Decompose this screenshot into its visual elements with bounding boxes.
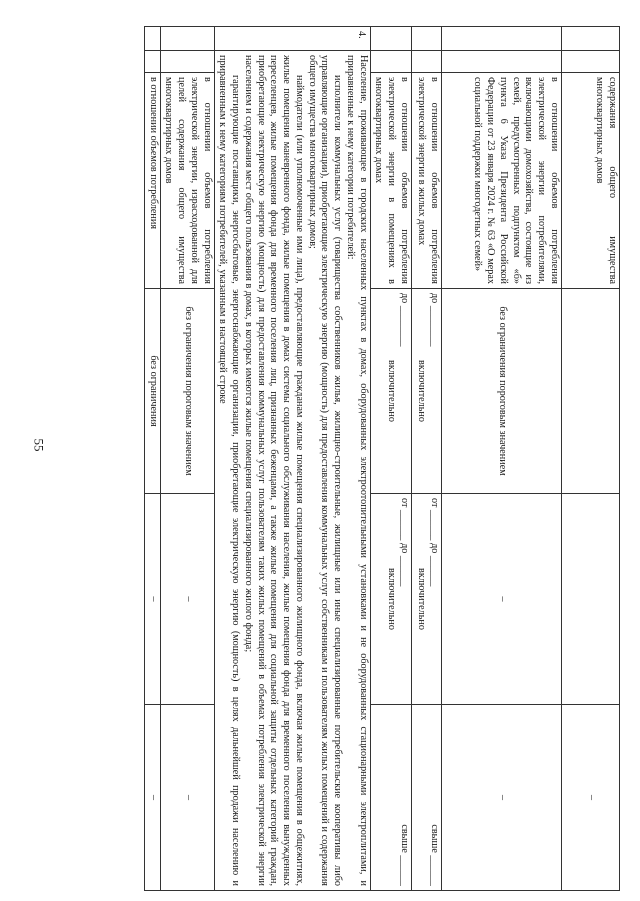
row-number-cell (442, 27, 562, 51)
empty-cell (562, 51, 620, 73)
row-label: в отношении объемов потребления (144, 73, 160, 289)
threshold-3: – (442, 705, 562, 891)
rotated-page (80, 26, 620, 890)
threshold-2: – (144, 494, 160, 705)
threshold-1 (412, 289, 442, 494)
table-row (160, 27, 214, 891)
threshold-2 (562, 494, 620, 705)
range-value: от ______ до ______ (429, 498, 440, 587)
paragraph: наймодатели (или уполномоченные ими лица), предоставляющие гражданам жилые помещения специализированного жилищного фонда, включая жилые помещения в общежитиях, жилые помещения маневренного фонда, жилые помещения в домах системы социального обслуживания населения, жилые помещения фонда для временного поселения вынужденных переселенцев, жилые помещения фонда для временного поселения лиц, признанных беженцами, а также жилые помещения для социальной защиты отдельных категорий граждан, приобретающие электрическую энергию (мощность) для предоставления коммунальных услуг пользователям таких жилых помещений в объемах потребления электрической энергии населением и содержания мест общего пользования в домах, в которых имеются жилые помещения специализированного жилого фонда; (243, 55, 305, 886)
row-label: в отношении объемов потребления электрической энергии в жилых домах (412, 73, 442, 289)
range-value: до ________ (399, 293, 410, 347)
paragraph: Население, проживающее в городских населенных пунктах в домах, оборудованных электроотопительными установками и не оборудованных стационарными электроплитами, и приравненные к нему категории потребителей: (345, 55, 369, 886)
table-row (562, 27, 620, 891)
row-label: содержания общего имущества многоквартирных домов (562, 73, 620, 289)
threshold-3: – (562, 705, 620, 891)
row-number: 4. (214, 27, 370, 51)
threshold-3: свыше ______ (370, 705, 411, 891)
range-suffix: включительно (416, 568, 428, 630)
empty-cell (412, 51, 442, 73)
range-suffix: включительно (416, 360, 428, 422)
range-suffix: включительно (386, 568, 398, 630)
table-row (412, 27, 442, 891)
row-number-cell (412, 27, 442, 51)
row-label: в отношении объемов потребления электрической энергии потребителями, включающими домохозяйства, состоящие из семей, предусмотренных подпунктом «б» пункта 6 Указа Президента Российской Федерации от 23 января 2024 г. № 63 «О мерах социальной поддержки многодетных семей» (442, 73, 562, 289)
tariff-table (144, 26, 620, 891)
threshold-2 (370, 494, 411, 705)
threshold-1 (562, 289, 620, 494)
category-description (214, 51, 370, 891)
table-row (214, 27, 370, 891)
threshold-1 (370, 289, 411, 494)
range-value: до ________ (429, 293, 440, 347)
row-number-cell (370, 27, 411, 51)
empty-cell (442, 51, 562, 73)
page-number: 55 (31, 438, 47, 452)
range-suffix: включительно (386, 360, 398, 422)
row-number-cell (562, 27, 620, 51)
table-row (370, 27, 411, 891)
table-row (442, 27, 562, 891)
threshold-3: свыше ______ (412, 705, 442, 891)
empty-cell (144, 51, 160, 73)
threshold-1: без ограничения пороговым значением (442, 289, 562, 494)
threshold-2: – (160, 494, 214, 705)
empty-cell (160, 51, 214, 73)
threshold-2: – (442, 494, 562, 705)
paragraph: исполнители коммунальных услуг (товарищества собственников жилья, жилищно-строительные, жилищные или иные специализированные потребительские кооперативы либо управляющие организации), приобретающие электрическую энергию (мощность) для предоставления коммунальных услуг собственникам и пользователям жилых помещений и содержания общего имущества многоквартирных домов; (306, 55, 344, 886)
threshold-3: – (160, 705, 214, 891)
row-label: в отношении объемов потребления электрической энергии в помещениях в многоквартирных домах (370, 73, 411, 289)
row-number-cell (144, 27, 160, 51)
row-label: в отношении объемов потребления электрической энергии, израсходованной для целей содержания общего имущества многоквартирных домов (160, 73, 214, 289)
threshold-3: – (144, 705, 160, 891)
threshold-2 (412, 494, 442, 705)
paragraph: гарантирующие поставщики, энергосбытовые, энергоснабжающие организации, приобретающие электрическую энергию (мощность) в целях дальнейшей продажи населению и приравненным к нему категориям потребителей, указанным в настоящей строке (217, 55, 242, 886)
empty-cell (370, 51, 411, 73)
row-number-cell (160, 27, 214, 51)
threshold-1: без ограничения (144, 289, 160, 494)
table-row (144, 27, 160, 891)
threshold-1: без ограничения пороговым значением (160, 289, 214, 494)
range-value: от ______ до ______ (399, 498, 410, 587)
